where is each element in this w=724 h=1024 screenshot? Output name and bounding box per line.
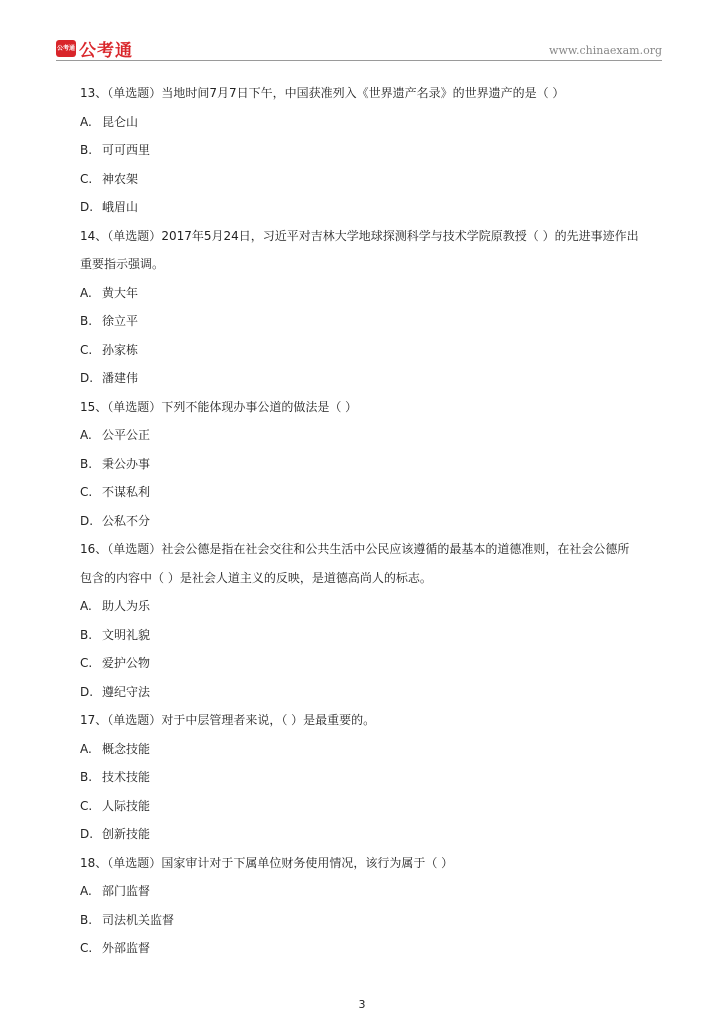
logo-text: 公考通 (79, 41, 133, 61)
option-letter: B. (80, 912, 93, 927)
question-stem: 15、（单选题）下列不能体现办事公道的做法是（ ） (80, 399, 358, 414)
option-text: 部门监督 (102, 884, 151, 898)
option-a (80, 877, 670, 906)
question-number: 16 (80, 542, 96, 556)
option-a (80, 421, 670, 450)
option-letter: A. (80, 599, 92, 613)
option-letter: C. (80, 485, 93, 499)
question-stem: 18、（单选题）国家审计对于下属单位财务使用情况，该行为属于（ ） (80, 855, 454, 870)
option-b (80, 307, 670, 336)
question-stem-continued: 重要指示强调。 (80, 257, 165, 271)
option-text: 公平公正 (102, 428, 151, 442)
question-text: 2017年5月24日，习近平对吉林大学地球探测科学与技术学院原教授（ ）的先进事迹作出 (161, 228, 639, 243)
option-text: 公私不分 (102, 513, 151, 528)
option-letter: A. (80, 884, 92, 898)
option-text: 可可西里 (102, 143, 151, 157)
question-number: 14 (80, 228, 96, 243)
option-letter: B. (80, 314, 93, 328)
option-text: 黄大年 (102, 285, 139, 300)
option-b (80, 906, 670, 935)
option-c (80, 165, 670, 194)
option-letter: C. (80, 656, 93, 670)
option-letter: C. (80, 941, 93, 955)
option-text: 徐立平 (102, 314, 139, 328)
option-letter: C. (80, 171, 93, 186)
option-b (80, 763, 670, 792)
option-d (80, 678, 670, 707)
option-b (80, 450, 670, 479)
question-number: 17 (80, 713, 96, 727)
option-text: 技术技能 (102, 770, 151, 784)
option-text: 创新技能 (102, 827, 151, 841)
question-type: （单选题） (107, 228, 162, 243)
option-text: 遵纪守法 (102, 684, 151, 699)
question-list (80, 79, 670, 963)
question-text: 当地时间7月7日下午，中国获准列入《世界遗产名录》的世界遗产的是（ ） (161, 86, 565, 100)
option-a (80, 108, 670, 137)
logo (56, 36, 133, 61)
option-text: 峨眉山 (102, 200, 139, 214)
option-letter: D. (80, 513, 94, 528)
option-letter: D. (80, 684, 94, 699)
option-letter: A. (80, 428, 92, 442)
question-15 (80, 393, 670, 536)
option-d (80, 820, 670, 849)
question-16 (80, 535, 670, 706)
question-type: （单选题） (107, 542, 162, 556)
option-letter: A. (80, 285, 92, 300)
option-text: 秉公办事 (102, 456, 151, 471)
option-letter: B. (80, 770, 93, 784)
option-letter: B. (80, 627, 93, 642)
question-13 (80, 79, 670, 222)
option-text: 人际技能 (102, 798, 151, 813)
option-text: 神农架 (102, 171, 139, 186)
question-number: 13 (80, 86, 96, 100)
question-stem-continued: 包含的内容中（ ）是社会人道主义的反映，是道德高尚人的标志。 (80, 570, 432, 585)
option-b (80, 136, 670, 165)
option-c (80, 649, 670, 678)
option-letter: C. (80, 342, 93, 357)
option-text: 孙家栋 (102, 342, 139, 357)
question-stem: 16、（单选题）社会公德是指在社会交往和公共生活中公民应该遵循的最基本的道德准则，在社会公德所 (80, 542, 630, 556)
option-text: 潘建伟 (102, 371, 139, 385)
question-text: 对于中层管理者来说，（ ）是最重要的。 (161, 713, 376, 727)
question-stem: 17、（单选题）对于中层管理者来说，（ ）是最重要的。 (80, 713, 376, 727)
question-text: 下列不能体现办事公道的做法是（ ） (161, 399, 358, 414)
option-a (80, 279, 670, 308)
page-header (56, 34, 662, 62)
page-number: 3 (358, 998, 366, 1011)
option-d (80, 364, 670, 393)
header-divider (56, 60, 662, 61)
option-b (80, 621, 670, 650)
option-text: 爱护公物 (102, 656, 151, 670)
question-type: （单选题） (107, 399, 162, 414)
question-type: （单选题） (107, 855, 162, 870)
option-letter: B. (80, 143, 93, 157)
option-letter: A. (80, 741, 92, 756)
question-type: （单选题） (107, 86, 162, 100)
question-number: 15 (80, 399, 96, 414)
option-letter: C. (80, 798, 93, 813)
option-text: 助人为乐 (102, 599, 151, 613)
option-text: 外部监督 (102, 941, 151, 955)
option-letter: A. (80, 114, 92, 129)
option-text: 不谋私利 (102, 485, 151, 499)
option-d (80, 193, 670, 222)
option-letter: D. (80, 200, 94, 214)
option-c (80, 478, 670, 507)
option-a (80, 592, 670, 621)
option-letter: D. (80, 371, 94, 385)
logo-badge-icon: 公考通 (56, 40, 76, 57)
option-text: 概念技能 (102, 741, 151, 756)
option-letter: D. (80, 827, 94, 841)
option-a (80, 735, 670, 764)
option-letter: B. (80, 456, 93, 471)
option-c (80, 934, 670, 963)
question-text: 国家审计对于下属单位财务使用情况，该行为属于（ ） (161, 855, 454, 870)
question-number: 18 (80, 855, 96, 870)
question-18 (80, 849, 670, 963)
question-stem: 13、（单选题）当地时间7月7日下午，中国获准列入《世界遗产名录》的世界遗产的是（ ） (80, 86, 565, 100)
site-url: www.chinaexam.org (549, 44, 662, 57)
option-d (80, 507, 670, 536)
option-text: 昆仑山 (102, 114, 139, 129)
option-c (80, 792, 670, 821)
question-stem: 14、（单选题）2017年5月24日，习近平对吉林大学地球探测科学与技术学院原教授（ ）的先进事迹作出 (80, 228, 639, 243)
question-14 (80, 222, 670, 393)
option-text: 司法机关监督 (102, 912, 175, 927)
option-c (80, 336, 670, 365)
question-type: （单选题） (107, 713, 162, 727)
question-text: 社会公德是指在社会交往和公共生活中公民应该遵循的最基本的道德准则，在社会公德所 (161, 542, 630, 556)
question-17 (80, 706, 670, 849)
option-text: 文明礼貌 (102, 627, 151, 642)
